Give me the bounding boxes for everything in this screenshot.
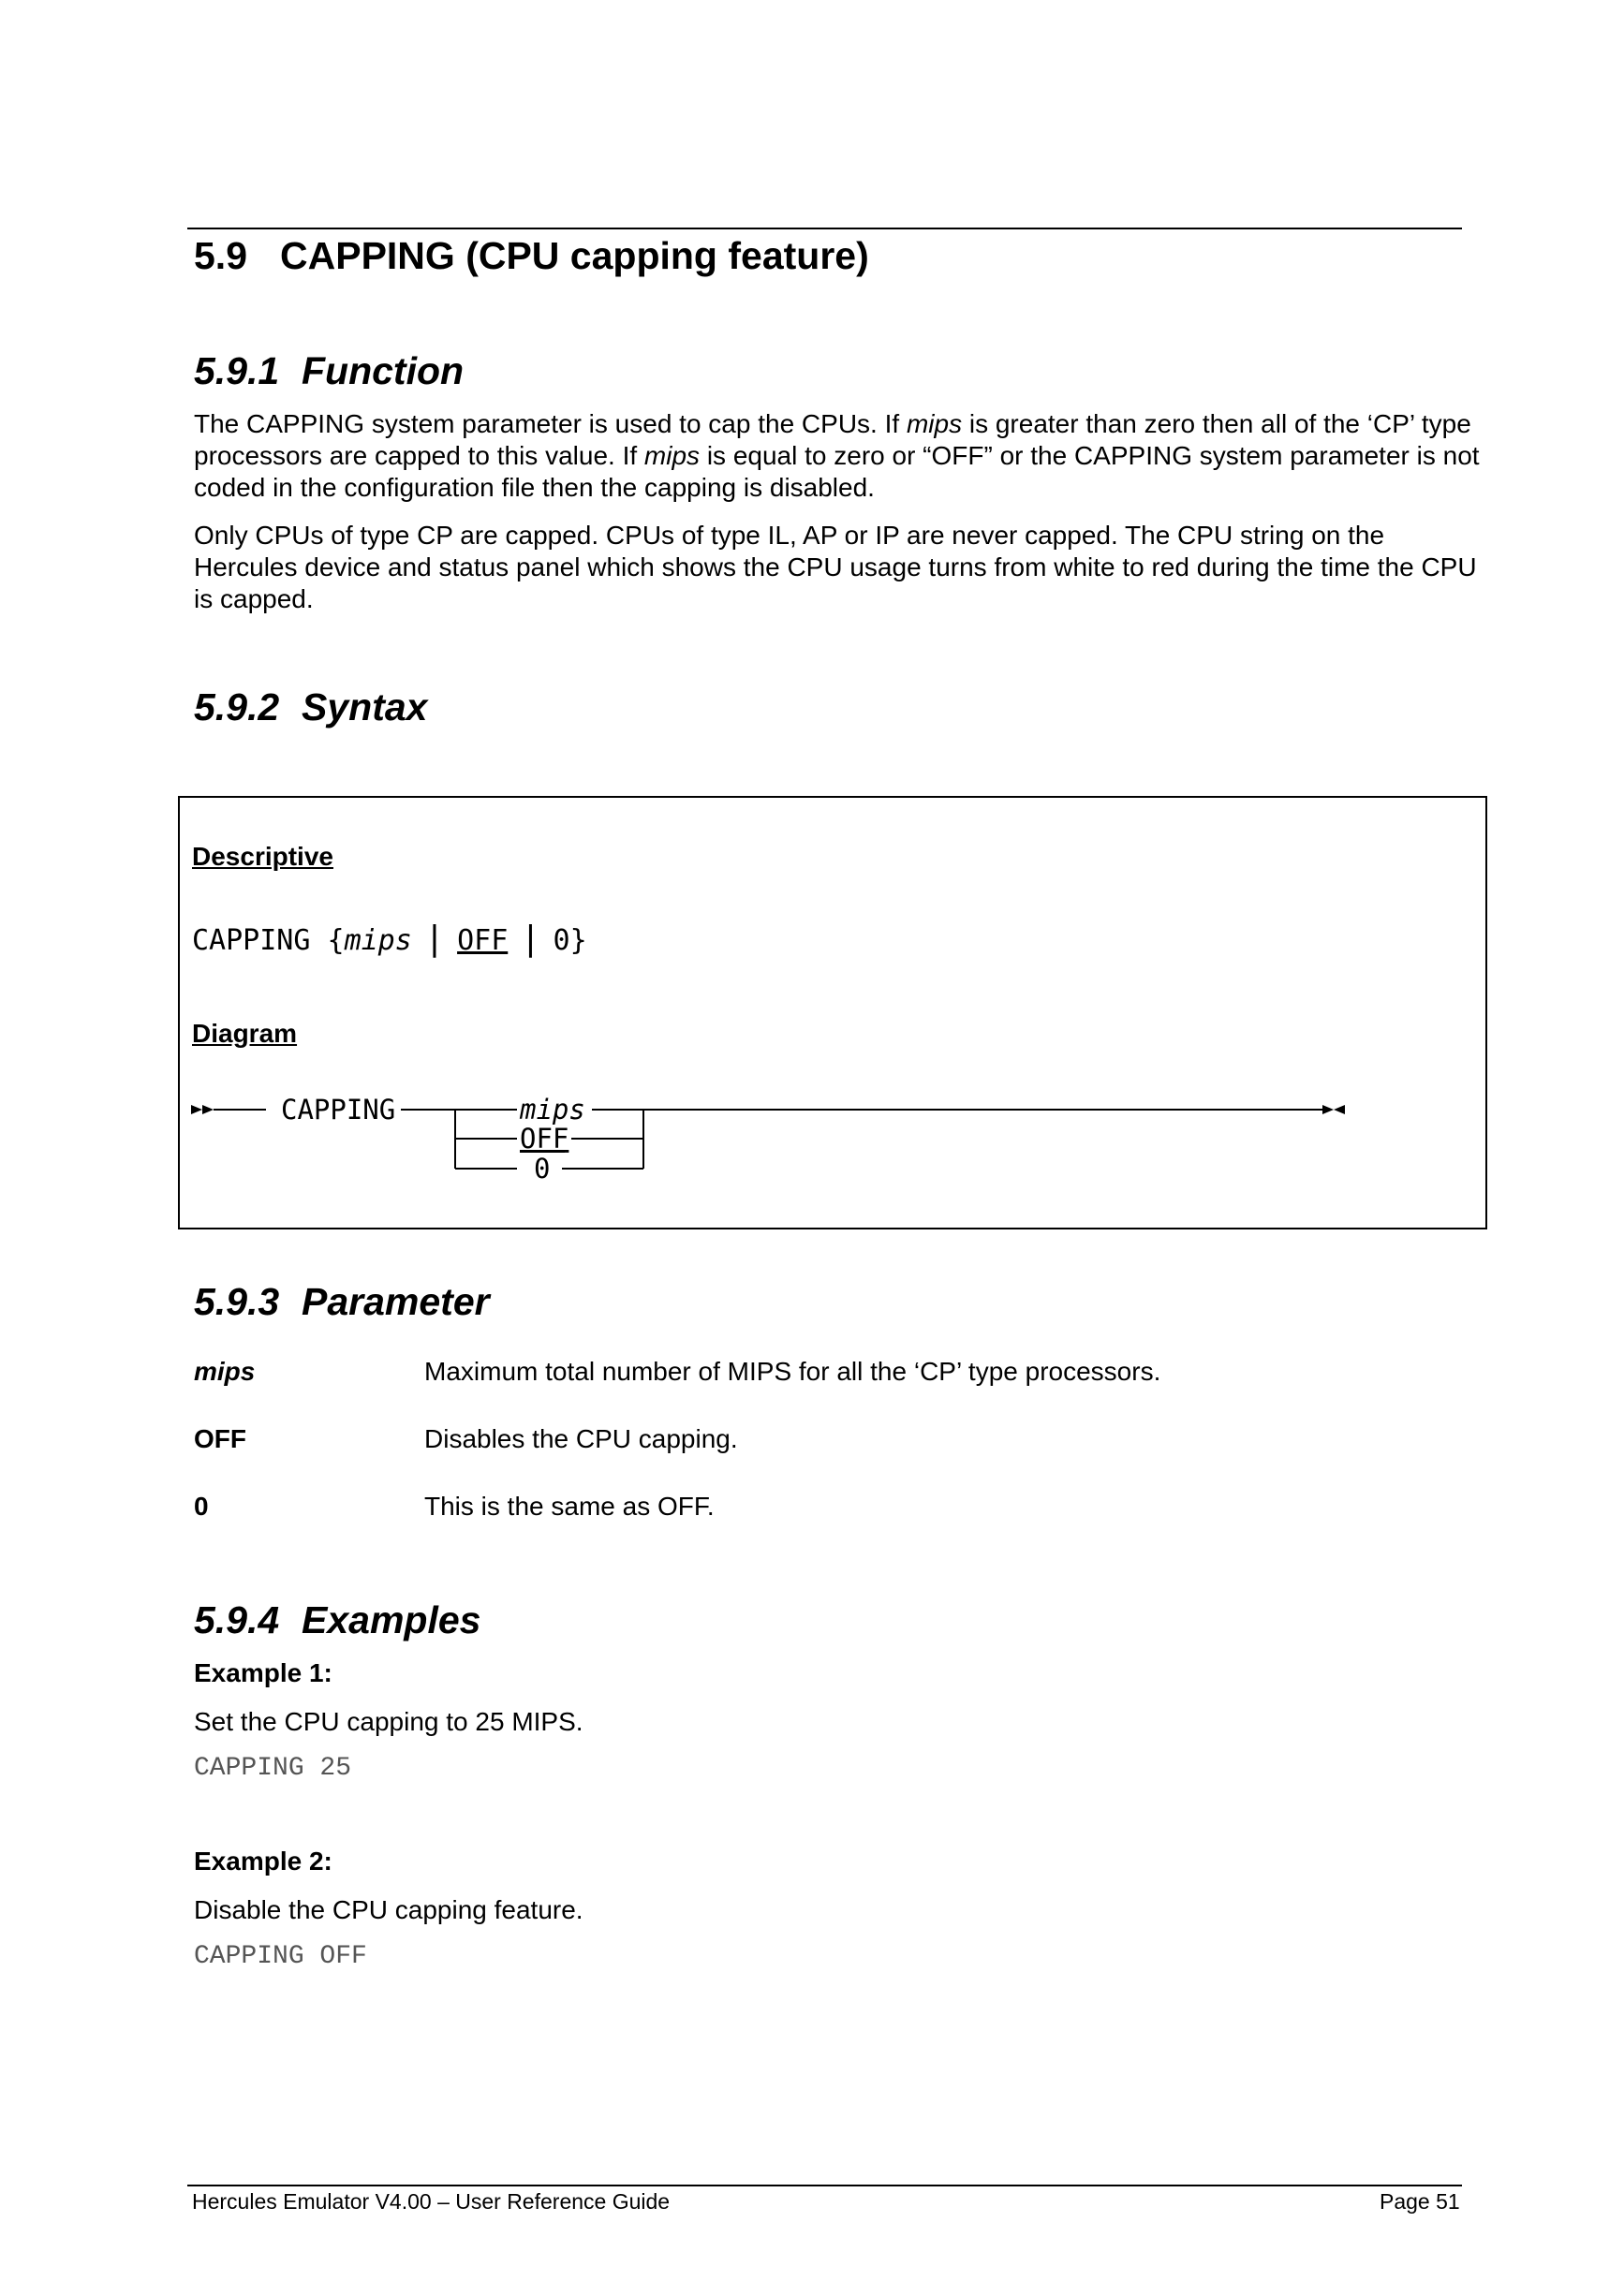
param-desc-off: Disables the CPU capping. bbox=[424, 1424, 738, 1453]
descriptive-separator-1: | bbox=[428, 920, 441, 958]
footer-page-number: Page 51 bbox=[1380, 2189, 1460, 2214]
examples-number: 5.9.4 bbox=[194, 1598, 280, 1641]
descriptive-open-brace: { bbox=[327, 924, 345, 957]
section-number: 5.9 bbox=[194, 234, 247, 277]
diagram-label: Diagram bbox=[192, 1019, 298, 1048]
section-title: CAPPING (CPU capping feature) bbox=[280, 234, 869, 277]
diagram-end-arrow-2 bbox=[1334, 1105, 1345, 1114]
footer-title: Hercules Emulator V4.00 – User Reference Guide bbox=[192, 2189, 671, 2214]
diagram-start-arrow-1 bbox=[191, 1105, 202, 1114]
example-1-code: CAPPING 25 bbox=[194, 1754, 352, 1783]
example-1-label: Example 1: bbox=[194, 1658, 332, 1687]
p1-text-2: is greater than zero then all of the ‘CP’ type processors are capped to this value. If bbox=[194, 409, 1471, 470]
p1-italic-mips-2: mips bbox=[643, 441, 701, 470]
footer-rule bbox=[187, 2185, 1462, 2186]
diagram-option-off: OFF bbox=[520, 1123, 569, 1155]
example-2-label: Example 2: bbox=[194, 1847, 332, 1876]
function-heading bbox=[194, 347, 464, 394]
examples-title: Examples bbox=[302, 1598, 481, 1641]
parameter-heading bbox=[194, 1278, 490, 1325]
descriptive-command: CAPPING bbox=[192, 924, 328, 957]
syntax-diagram bbox=[187, 1086, 1367, 1199]
descriptive-label: Descriptive bbox=[192, 842, 333, 871]
diagram-command: CAPPING bbox=[281, 1094, 396, 1126]
function-paragraph-1 bbox=[194, 408, 1486, 504]
diagram-option-zero: 0 bbox=[534, 1153, 551, 1185]
syntax-title: Syntax bbox=[302, 685, 428, 729]
diagram-option-mips: mips bbox=[520, 1094, 585, 1126]
param-desc-mips: Maximum total number of MIPS for all the ‘CP’ type processors. bbox=[424, 1357, 1161, 1386]
descriptive-option-off: OFF bbox=[457, 924, 509, 957]
param-term-mips: mips bbox=[194, 1357, 256, 1386]
diagram-start-arrow-2 bbox=[202, 1105, 214, 1114]
param-term-zero: 0 bbox=[194, 1492, 209, 1521]
p1-italic-mips-1: mips bbox=[906, 409, 963, 438]
descriptive-syntax bbox=[192, 920, 587, 958]
parameter-title: Parameter bbox=[302, 1280, 490, 1323]
section-heading bbox=[194, 232, 869, 279]
function-paragraph-2: Only CPUs of type CP are capped. CPUs of type IL, AP or IP are never capped. The CPU string on the Hercules device and status panel which shows the CPU usage turns from white to red during the time the CPU is capped. bbox=[194, 521, 1477, 613]
syntax-number: 5.9.2 bbox=[194, 685, 280, 729]
descriptive-close-brace: } bbox=[569, 924, 587, 957]
param-term-off: OFF bbox=[194, 1424, 246, 1453]
parameter-number: 5.9.3 bbox=[194, 1280, 280, 1323]
descriptive-option-mips: mips bbox=[344, 924, 412, 957]
function-number: 5.9.1 bbox=[194, 349, 280, 392]
diagram-end-arrow-1 bbox=[1322, 1105, 1334, 1114]
examples-heading bbox=[194, 1597, 480, 1643]
top-rule bbox=[187, 228, 1462, 229]
example-1-text: Set the CPU capping to 25 MIPS. bbox=[194, 1707, 583, 1736]
syntax-heading bbox=[194, 684, 427, 730]
p1-text-1: The CAPPING system parameter is used to cap the CPUs. If bbox=[194, 409, 907, 438]
descriptive-option-zero: 0 bbox=[553, 924, 570, 957]
example-2-code: CAPPING OFF bbox=[194, 1942, 367, 1971]
descriptive-separator-2: | bbox=[524, 920, 537, 958]
function-title: Function bbox=[302, 349, 465, 392]
param-desc-zero: This is the same as OFF. bbox=[424, 1492, 715, 1521]
p1-text-3: is equal to zero or “OFF” or the CAPPING system parameter is not coded in the configuration file then the capping is disabled. bbox=[194, 441, 1480, 502]
example-2-text: Disable the CPU capping feature. bbox=[194, 1895, 583, 1924]
